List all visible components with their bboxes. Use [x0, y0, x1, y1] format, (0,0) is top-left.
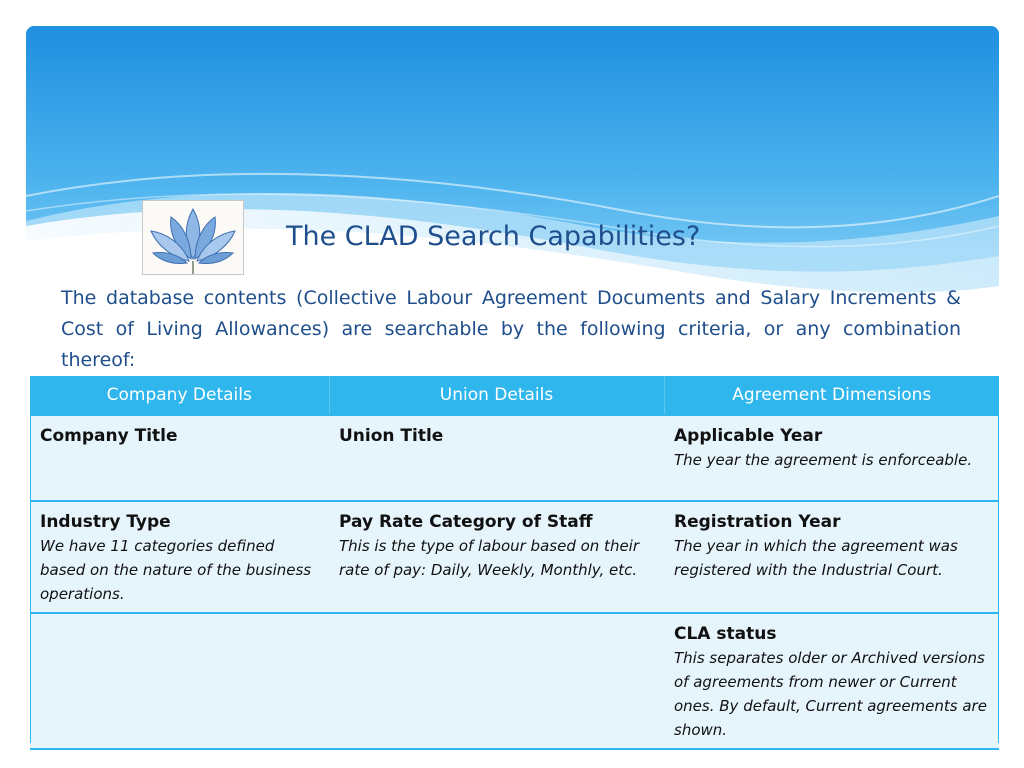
criterion-description: The year in which the agreement was registered with the Industrial Court. — [674, 537, 958, 579]
header-company-details: Company Details — [30, 376, 329, 415]
criterion-label: CLA status — [674, 624, 777, 644]
criterion-description: This separates older or Archived versions of agreements from newer or Current ones. By default, Current agreements are shown. — [674, 649, 987, 739]
table-cell — [664, 501, 999, 613]
table-row — [30, 415, 999, 501]
table-cell — [664, 613, 999, 749]
table-cell — [664, 415, 999, 501]
table-cell — [329, 613, 664, 749]
header-union-details: Union Details — [329, 376, 664, 415]
table-cell — [329, 415, 664, 501]
criterion-label: Registration Year — [674, 512, 841, 532]
table-header-row — [30, 376, 999, 415]
criterion-label: Industry Type — [40, 512, 171, 532]
criterion-description: The year the agreement is enforceable. — [674, 451, 973, 469]
criterion-label: Applicable Year — [674, 426, 823, 446]
lotus-logo — [142, 200, 244, 275]
criterion-label: Company Title — [40, 426, 178, 446]
table-cell — [329, 501, 664, 613]
intro-paragraph: The database contents (Collective Labour Agreement Documents and Salary Increments & Cost of Living Allowances) are searchable by the following criteria, or any combination thereof: — [61, 287, 961, 371]
table-cell — [30, 415, 329, 501]
table-cell — [30, 613, 329, 749]
criterion-description: We have 11 categories defined based on the nature of the business operations. — [40, 537, 312, 603]
search-criteria-table — [30, 376, 999, 750]
criterion-label: Union Title — [339, 426, 444, 446]
page-title: The CLAD Search Capabilities? — [286, 221, 701, 252]
table-row — [30, 613, 999, 749]
criterion-description: This is the type of labour based on their rate of pay: Daily, Weekly, Monthly, etc. — [339, 537, 640, 579]
criterion-label: Pay Rate Category of Staff — [339, 512, 593, 532]
table-row — [30, 501, 999, 613]
lotus-flower-icon — [143, 201, 243, 274]
table-cell — [30, 501, 329, 613]
header-agreement-dimensions: Agreement Dimensions — [664, 376, 999, 415]
